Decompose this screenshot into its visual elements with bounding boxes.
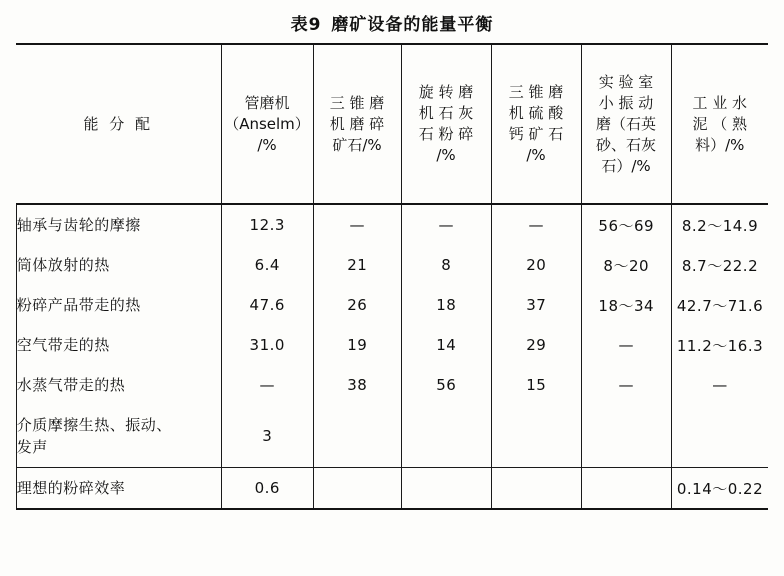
table-row [16,205,768,245]
cell-value [581,405,671,468]
cell-value: 8～20 [581,245,671,285]
cell-value: 6.4 [221,245,313,285]
cell-value: — [491,205,581,245]
cell-value: 18 [401,285,491,325]
cell-value: 37 [491,285,581,325]
cell-value: 3 [221,405,313,468]
cell-value: 15 [491,365,581,405]
cell-value: 8.7～22.2 [671,245,768,285]
cell-value: 12.3 [221,205,313,245]
row-label: 水蒸气带走的热 [16,365,221,405]
column-header-cone-mill-gypsum: 三 锥 磨 机 硫 酸 钙 矿 石 /% [491,45,581,203]
cell-value: 8 [401,245,491,285]
cell-value [401,468,491,509]
column-header-industrial-cement: 工 业 水 泥 （ 熟 料）/% [671,45,768,203]
cell-value: — [581,325,671,365]
row-label: 介质摩擦生热、振动、 发声 [16,405,221,468]
cell-value [313,468,401,509]
cell-value: 31.0 [221,325,313,365]
cell-value [581,468,671,509]
cell-value: 38 [313,365,401,405]
cell-value: — [221,365,313,405]
cell-value: 8.2～14.9 [671,205,768,245]
table-title: 磨矿设备的能量平衡 [331,15,494,35]
row-label: 理想的粉碎效率 [16,468,221,509]
row-label: 筒体放射的热 [16,245,221,285]
table-header-row [16,45,768,203]
cell-value [313,405,401,468]
column-header-lab-vibration-mill: 实 验 室 小 振 动 磨（石英 砂、石灰 石）/% [581,45,671,203]
row-label: 粉碎产品带走的热 [16,285,221,325]
cell-value: 29 [491,325,581,365]
cell-value [401,405,491,468]
cell-value: 47.6 [221,285,313,325]
column-header-rotary-mill-limestone: 旋 转 磨 机 石 灰 石 粉 碎 /% [401,45,491,203]
cell-value [671,405,768,468]
cell-value: 18～34 [581,285,671,325]
cell-value: 42.7～71.6 [671,285,768,325]
table-caption [0,0,784,43]
cell-value: — [581,365,671,405]
cell-value: 0.14～0.22 [671,468,768,509]
cell-value: 11.2～16.3 [671,325,768,365]
table-bottom-rule [16,508,768,510]
table-row [16,405,768,468]
cell-value: — [313,205,401,245]
table-number: 表9 [290,15,322,35]
cell-value: — [671,365,768,405]
cell-value: 14 [401,325,491,365]
row-label: 空气带走的热 [16,325,221,365]
table-row [16,325,768,365]
table-row [16,285,768,325]
cell-value: — [401,205,491,245]
cell-value: 20 [491,245,581,285]
cell-value [491,405,581,468]
cell-value: 56～69 [581,205,671,245]
column-header-energy-distribution: 能 分 配 [16,45,221,203]
cell-value [491,468,581,509]
table-row [16,468,768,509]
cell-value: 26 [313,285,401,325]
row-label: 轴承与齿轮的摩擦 [16,205,221,245]
energy-balance-table [16,45,768,203]
column-header-cone-mill-ore: 三 锥 磨 机 磨 碎 矿石/% [313,45,401,203]
table-row [16,365,768,405]
cell-value: 21 [313,245,401,285]
cell-value: 56 [401,365,491,405]
cell-value: 0.6 [221,468,313,509]
column-header-tube-mill: 管磨机 （Anselm） /% [221,45,313,203]
cell-value: 19 [313,325,401,365]
table-row [16,245,768,285]
energy-balance-body [16,205,769,508]
